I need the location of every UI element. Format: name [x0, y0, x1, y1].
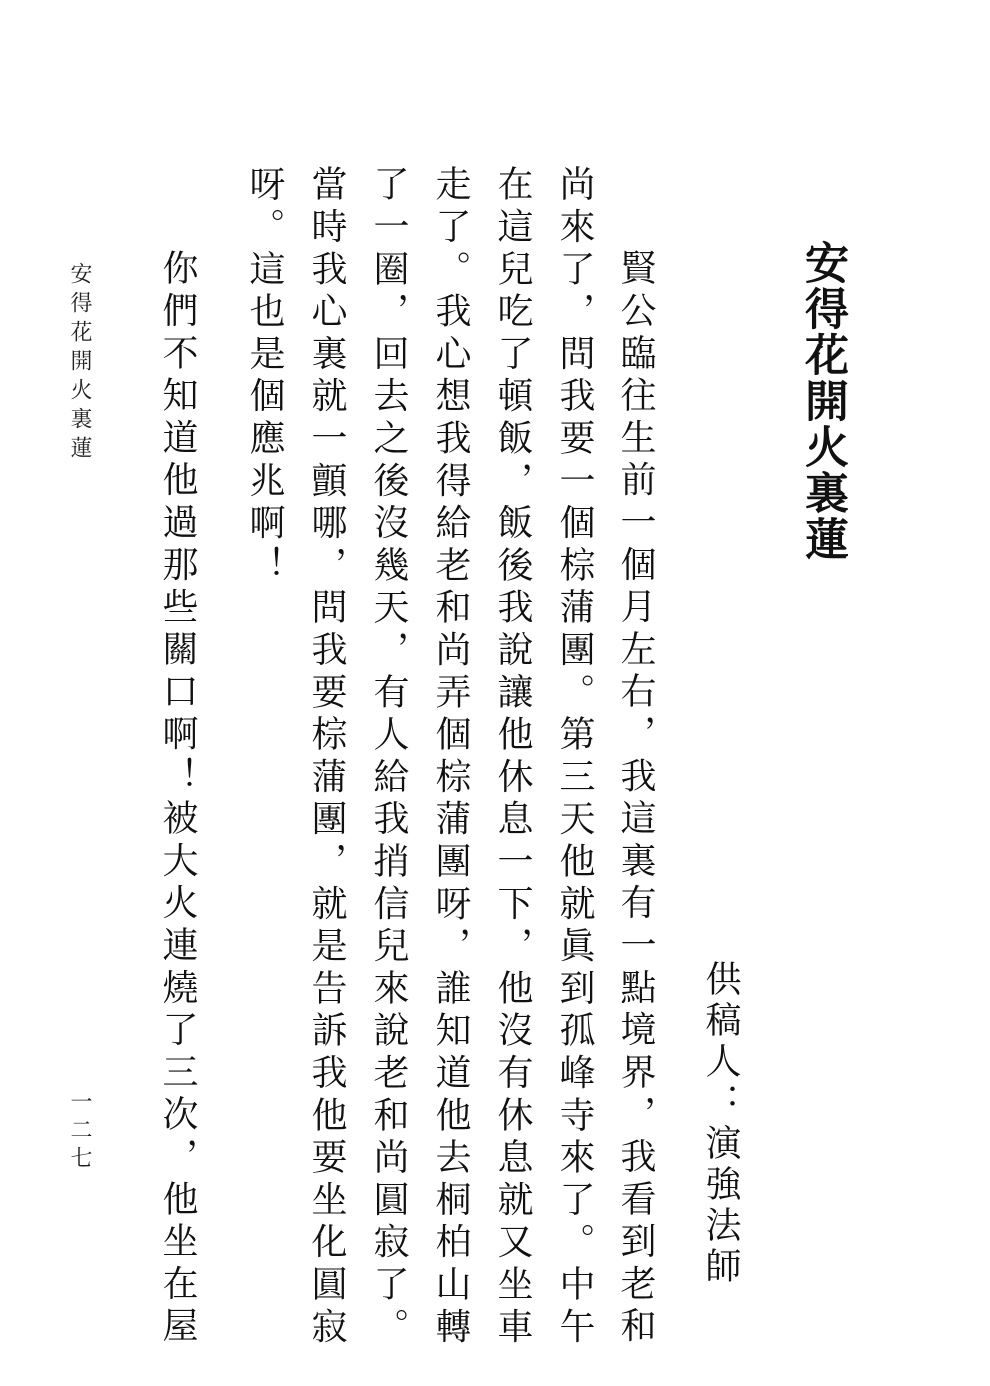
body-line-3: 在這兒吃了頓飯，飯後我說讓他休息一下，他沒有休息就又坐車 — [492, 165, 533, 1350]
body-line-7: 呀。這也是個應兆啊！ — [244, 165, 285, 588]
body-line-5: 了一圈，回去之後沒幾天，有人給我捎信兒來說老和尚圓寂了。 — [368, 165, 409, 1350]
running-title: 安得花開火裏蓮 — [67, 262, 92, 465]
body-line-8: 你們不知道他過那些關口啊！被大火連燒了三次，他坐在屋 — [157, 249, 198, 1349]
article-title: 安得花開火裏蓮 — [797, 240, 848, 562]
body-line-2: 尚來了，問我要一個棕蒲團。第三天他就眞到孤峰寺來了。中午 — [554, 165, 595, 1350]
body-line-1: 賢公臨往生前一個月左右，我這裏有一點境界，我看到老和 — [615, 249, 656, 1349]
body-line-4: 走了。我心想我得給老和尚弄個棕蒲團呀，誰知道他去桐柏山轉 — [430, 165, 471, 1350]
body-line-6: 當時我心裏就一顫哪，問我要棕蒲團，就是告訴我他要坐化圓寂 — [306, 165, 347, 1350]
contributor-byline: 供稿人：演強法師 — [700, 960, 741, 1288]
page-number: 一二七 — [67, 1090, 92, 1174]
